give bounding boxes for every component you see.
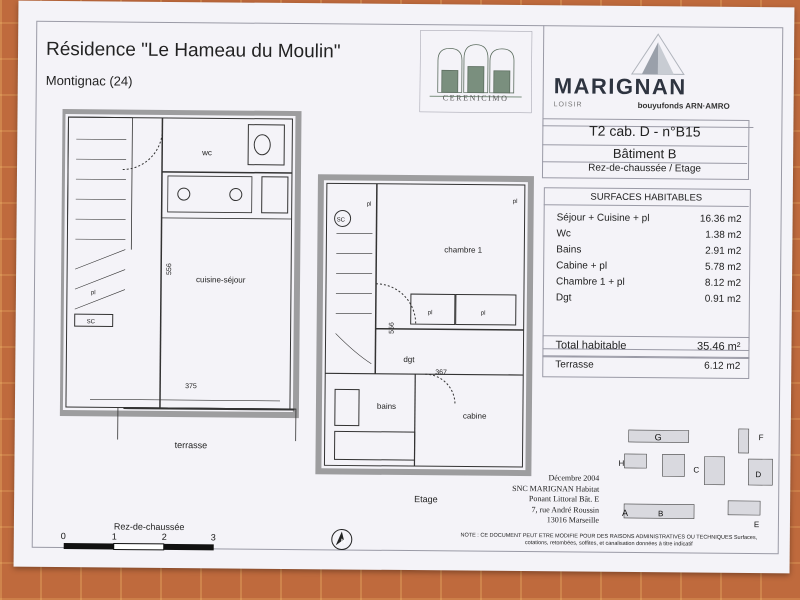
etage-room-label: bains <box>376 401 397 411</box>
svg-text:N: N <box>340 538 346 546</box>
site-letter: B <box>657 509 664 519</box>
etage-room-label: cabine <box>462 411 487 421</box>
rdc-dim-label: 375 <box>185 383 197 391</box>
rdc-floor-plan <box>60 109 303 441</box>
marignan-emblem-icon <box>628 32 688 77</box>
rdc-terrasse-label: terrasse <box>174 440 208 451</box>
rdc-room-label: cuisine-séjour <box>196 275 246 285</box>
scale-tick: 1 <box>111 531 117 542</box>
site-letter: D <box>755 470 762 480</box>
site-letter: H <box>618 458 625 468</box>
surface-label: Séjour + Cuisine + pl <box>556 212 650 225</box>
issuer-line: Décembre 2004 <box>548 473 600 483</box>
terrasse-value: 6.12 m2 <box>704 360 741 372</box>
surface-value: 2.91 m2 <box>705 245 742 257</box>
rdc-dim-label: 556 <box>166 263 174 275</box>
etage-room-label: pl <box>512 198 518 205</box>
total-label: Total habitable <box>555 339 627 352</box>
etage-dim-label: 556 <box>388 322 396 334</box>
lot-batiment: Bâtiment B <box>542 144 747 162</box>
issuer-line: Ponant Littoral Bât. E <box>528 494 600 504</box>
site-plan <box>618 424 779 533</box>
lot-niveaux: Rez-de-chaussée / Etage <box>542 161 747 175</box>
etage-room-label: pl <box>427 310 433 317</box>
scale-tick: 3 <box>210 532 216 543</box>
scale-tick: 2 <box>161 531 167 542</box>
rdc-sc-label: SC <box>86 319 96 326</box>
surface-label: Wc <box>556 228 571 240</box>
scale-bar <box>59 541 239 555</box>
etage-room-label: dgt <box>403 354 415 365</box>
surface-value: 0.91 m2 <box>704 293 741 305</box>
floor-plan-sheet <box>14 1 795 574</box>
loisir-text: LOISIR <box>553 101 583 109</box>
location-label: Montignac (24) <box>45 72 133 89</box>
surface-label: Cabine + pl <box>556 260 608 272</box>
etage-room-label: pl <box>480 310 486 317</box>
lot-reference: T2 cab. D - n°B15 <box>589 122 701 140</box>
surface-value: 16.36 m2 <box>699 213 742 225</box>
issuer-block <box>479 473 599 527</box>
marignan-wordmark: MARIGNAN <box>553 73 687 100</box>
terrasse-label: Terrasse <box>555 359 594 371</box>
residence-title: Résidence "Le Hameau du Moulin" <box>45 38 341 63</box>
total-value: 35.46 m² <box>697 340 741 353</box>
surface-label: Bains <box>556 244 582 256</box>
site-letter: G <box>654 432 662 443</box>
rdc-room-label: pl <box>90 290 96 297</box>
surfaces-heading: SURFACES HABITABLES <box>544 191 749 207</box>
issuer-line: SNC MARIGNAN Habitat <box>512 483 600 494</box>
surface-value: 8.12 m2 <box>704 277 742 289</box>
surface-label: Chambre 1 + pl <box>556 276 625 288</box>
site-letter: E <box>753 520 760 530</box>
etage-room-label: pl <box>366 201 372 208</box>
north-arrow-icon <box>330 527 354 551</box>
etage-floor-plan <box>314 173 537 480</box>
surface-value: 1.38 m2 <box>705 229 742 241</box>
issuer-line: 13016 Marseille <box>546 515 600 525</box>
etage-sc-label: SC <box>336 217 345 224</box>
surface-value: 5.78 m2 <box>704 261 742 273</box>
surface-label: Dgt <box>555 292 572 304</box>
site-letter: C <box>693 465 700 475</box>
etage-dim-label: 367 <box>435 369 447 377</box>
cerenicimo-wordmark: CERENICIMO <box>442 93 509 103</box>
site-letter: F <box>758 433 764 443</box>
etage-title-label: Etage <box>414 494 438 505</box>
bouygues-text: bouyufonds ARN·AMRO <box>637 101 730 111</box>
rdc-room-label: wc <box>202 148 212 158</box>
rdc-title-label: Rez-de-chaussée <box>113 521 185 533</box>
site-letter: A <box>621 507 629 518</box>
etage-room-label: chambre 1 <box>444 245 483 255</box>
issuer-line: 7, rue André Roussin <box>531 504 600 515</box>
disclaimer-note: NOTE : CE DOCUMENT PEUT ETRE MODIFIE POUR DES RAISONS ADMINISTRATIVES OU TECHNIQUES Surfaces, cotations, retombées, soffites, et canalisation données à titre indicatif <box>460 532 758 548</box>
scale-tick: 0 <box>60 531 66 542</box>
